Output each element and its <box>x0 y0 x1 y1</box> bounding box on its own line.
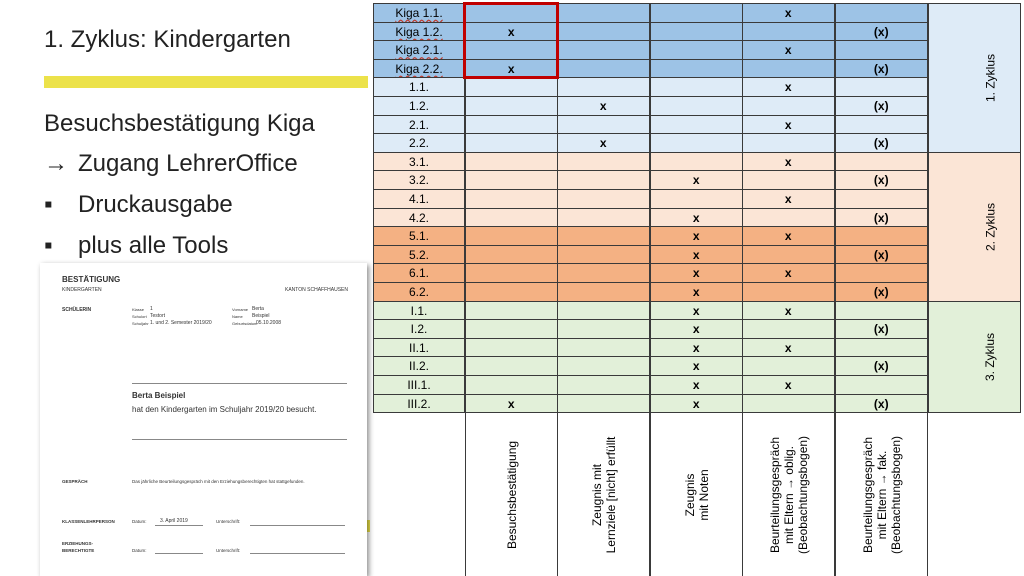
cell-mark: (x) <box>873 247 889 262</box>
signature-line <box>250 525 345 526</box>
grid-row-label <box>373 338 465 358</box>
grid-cell <box>835 394 928 414</box>
cell-mark: x <box>692 285 700 299</box>
grid-cell <box>742 22 835 42</box>
grid-cell <box>465 245 558 265</box>
doc-field-label: Geburtsdatum <box>232 321 258 326</box>
grid-cell <box>650 338 743 358</box>
row-label-text: 1.2. <box>408 99 429 113</box>
cell-mark: x <box>784 154 792 169</box>
bullet-text: plus alle Tools <box>78 232 229 259</box>
grid-row-label <box>373 170 465 190</box>
grid-cell <box>835 356 928 376</box>
grid-cell <box>650 3 743 23</box>
row-label-text: 5.1. <box>408 229 429 244</box>
grid-cell <box>465 282 558 302</box>
grid-cell <box>835 22 928 42</box>
grid-cell <box>742 59 835 79</box>
grid-cell <box>742 245 835 265</box>
grid-cell <box>557 40 650 60</box>
grid-cell <box>742 338 835 358</box>
cell-mark: x <box>784 303 792 318</box>
doc-field-value: Berta <box>252 306 264 312</box>
grid-row-label <box>373 96 465 116</box>
grid-cell <box>742 319 835 339</box>
grid-cell <box>465 133 558 153</box>
grid-cell <box>465 96 558 116</box>
column-header-text: Beurteilungsgespräch mit Eltern → fak. (Beobachtungsbogen) <box>861 436 904 555</box>
grid-cell <box>465 375 558 395</box>
doc-field-value: Testort <box>150 313 166 319</box>
row-label-text: 1.1. <box>408 80 429 95</box>
grid-cell <box>557 394 650 414</box>
doc-field-value: 05.10.2008 <box>256 320 282 326</box>
cell-mark: x <box>784 229 792 244</box>
grid-cell <box>742 115 835 135</box>
cell-mark: x <box>692 247 700 262</box>
grid-cell <box>835 319 928 339</box>
cell-mark: x <box>784 6 792 20</box>
row-label-text: Kiga 1.2. <box>395 24 443 39</box>
grid-cell <box>465 77 558 97</box>
doc-field-label: Klasse <box>132 307 145 312</box>
grid-cell <box>835 115 928 135</box>
grid-cell <box>557 208 650 228</box>
grid-cell <box>650 394 743 414</box>
grid-cell <box>465 208 558 228</box>
row-label-text: 4.2. <box>408 210 429 225</box>
grid-cell <box>742 394 835 414</box>
cell-mark: (x) <box>873 359 889 374</box>
grid-cell <box>465 319 558 339</box>
grid-cell <box>835 77 928 97</box>
doc-section-student: SCHÜLERIN <box>62 307 92 313</box>
row-label-text: 3.2. <box>408 173 429 188</box>
grid-cell <box>742 208 835 228</box>
grid-cell <box>742 3 835 23</box>
doc-statement: hat den Kindergarten im Schuljahr 2019/20 besucht. <box>132 405 317 414</box>
row-label-text: II.1. <box>408 340 429 355</box>
doc-field-value: 1. und 2. Semester 2019/20 <box>150 320 212 326</box>
grid-cell <box>742 263 835 283</box>
doc-subtitle: KINDERGARTEN <box>62 287 102 293</box>
cell-mark: (x) <box>873 99 889 113</box>
cell-mark: (x) <box>873 396 889 411</box>
row-label-text: Kiga 2.1. <box>395 43 443 58</box>
grid-cell <box>557 189 650 209</box>
row-label-text: Kiga 2.2. <box>395 61 443 76</box>
grid-cell <box>650 40 743 60</box>
square-bullet-icon: ▪ <box>44 191 53 218</box>
confirmation-document <box>40 263 367 576</box>
divider <box>132 439 347 440</box>
grid-cell <box>557 22 650 42</box>
cell-mark: x <box>692 322 700 337</box>
column-header <box>465 412 558 576</box>
cell-mark: x <box>784 340 792 355</box>
grid-cell <box>557 96 650 116</box>
grid-cell <box>650 226 743 246</box>
doc-field-label: Schulort <box>132 314 147 319</box>
grid-cell <box>650 319 743 339</box>
grid-row-label <box>373 77 465 97</box>
grid-cell <box>650 301 743 321</box>
column-header-text: Zeugnis mit Noten <box>683 469 712 521</box>
bullet-lehreroffice <box>44 150 298 178</box>
grid-cell <box>650 170 743 190</box>
grid-cell <box>835 3 928 23</box>
bullet-tools <box>44 232 228 260</box>
grid-cell <box>835 96 928 116</box>
grid-cell <box>742 152 835 172</box>
grid-cell <box>835 152 928 172</box>
grid-row-label <box>373 319 465 339</box>
grid-cell <box>557 245 650 265</box>
grid-cell <box>465 115 558 135</box>
cell-mark: x <box>784 266 792 281</box>
grid-row-label <box>373 245 465 265</box>
doc-teacher-label: KLASSENLEHRPERSON <box>62 519 115 524</box>
grid-row-label <box>373 282 465 302</box>
row-label-text: 2.2. <box>408 136 429 151</box>
grid-cell <box>835 208 928 228</box>
grid-cell <box>465 394 558 414</box>
grid-cell <box>557 152 650 172</box>
grid-cell <box>835 189 928 209</box>
grid-cell <box>465 226 558 246</box>
cycle-label: 3. Zyklus <box>982 333 997 382</box>
grid-cell <box>835 282 928 302</box>
doc-field-label: Vorname <box>232 307 249 312</box>
grid-row-label <box>373 40 465 60</box>
grid-cell <box>742 189 835 209</box>
grid-cell <box>650 152 743 172</box>
square-bullet-icon: ▪ <box>44 232 53 259</box>
arrow-icon: → <box>44 150 68 177</box>
grid-cell <box>557 133 650 153</box>
cycle-cell <box>928 152 1021 302</box>
grid-cell <box>557 375 650 395</box>
grid-cell <box>557 319 650 339</box>
highlight-box <box>463 2 559 79</box>
cycle-label: 1. Zyklus <box>983 54 998 103</box>
grid-cell <box>465 263 558 283</box>
row-label-text: I.1. <box>410 303 428 318</box>
doc-signature-label: Unterschrift: <box>216 519 241 524</box>
grid-cell <box>557 282 650 302</box>
cell-mark: x <box>692 229 700 244</box>
cell-mark: x <box>507 24 515 39</box>
cell-mark: (x) <box>873 210 889 225</box>
doc-guardian-label: ERZIEHUNGS- <box>62 541 94 546</box>
grid-cell <box>742 133 835 153</box>
date-line <box>155 525 203 526</box>
grid-cell <box>650 245 743 265</box>
row-label-text: Kiga 1.1. <box>395 6 443 20</box>
cycle-label: 2. Zyklus <box>983 203 998 252</box>
column-header <box>557 412 650 576</box>
doc-student-name: Berta Beispiel <box>132 391 186 400</box>
grid-cell <box>557 115 650 135</box>
column-header <box>650 412 743 576</box>
grid-row-label <box>373 59 465 79</box>
row-label-text: 4.1. <box>408 192 429 206</box>
grid-cell <box>650 375 743 395</box>
accent-bar <box>44 76 368 88</box>
grid-cell <box>650 133 743 153</box>
grid-cell <box>557 59 650 79</box>
cell-mark: x <box>692 340 700 355</box>
grid-cell <box>465 338 558 358</box>
grid-cell <box>557 338 650 358</box>
grid-cell <box>742 77 835 97</box>
grid-row-label <box>373 208 465 228</box>
cycle-cell <box>928 301 1021 414</box>
row-label-text: 5.2. <box>408 247 429 262</box>
grid-cell <box>465 189 558 209</box>
cell-mark: x <box>599 136 607 151</box>
cell-mark: (x) <box>873 136 889 151</box>
doc-date-value: 3. April 2019 <box>160 518 188 524</box>
grid-cell <box>742 96 835 116</box>
cell-mark: (x) <box>873 285 889 299</box>
grid-cell <box>650 77 743 97</box>
grid-cell <box>835 375 928 395</box>
grid-cell <box>835 170 928 190</box>
row-label-text: 3.1. <box>408 154 429 169</box>
row-label-text: I.2. <box>410 322 428 337</box>
grid-row-label <box>373 22 465 42</box>
cell-mark: x <box>507 61 515 76</box>
divider <box>132 383 347 384</box>
cell-mark: x <box>784 80 792 95</box>
doc-date-label: Datum: <box>132 548 147 553</box>
grid-cell <box>650 189 743 209</box>
grid-cell <box>650 282 743 302</box>
section-heading: Besuchsbestätigung Kiga <box>44 110 315 137</box>
grid-cell <box>835 263 928 283</box>
doc-field-label: Schuljahr <box>132 321 149 326</box>
doc-field-label: Name <box>232 314 243 319</box>
grid-cell <box>557 170 650 190</box>
cell-mark: x <box>692 173 700 188</box>
doc-talk-text: Das jährliche Beurteilungsgespräch mit den Erziehungsberechtigten hat stattgefunden. <box>132 479 305 484</box>
date-line <box>155 553 203 554</box>
assessment-grid <box>370 0 1020 576</box>
grid-cell <box>835 133 928 153</box>
grid-row-label <box>373 189 465 209</box>
grid-row-label <box>373 375 465 395</box>
grid-row-label <box>373 3 465 23</box>
column-header-text: Besuchsbestätigung <box>505 441 520 550</box>
cell-mark: x <box>692 303 700 318</box>
doc-canton: KANTON SCHAFFHAUSEN <box>285 287 348 293</box>
cell-mark: x <box>507 396 515 411</box>
cell-mark: x <box>784 378 792 392</box>
cell-mark: x <box>692 378 700 392</box>
grid-row-label <box>373 115 465 135</box>
column-header <box>835 412 928 576</box>
grid-cell <box>650 115 743 135</box>
row-label-text: III.2. <box>407 396 431 411</box>
grid-cell <box>650 263 743 283</box>
grid-cell <box>835 40 928 60</box>
grid-row-label <box>373 152 465 172</box>
grid-row-label <box>373 394 465 414</box>
grid-row-label <box>373 226 465 246</box>
grid-cell <box>465 152 558 172</box>
cell-mark: x <box>692 359 700 374</box>
grid-cell <box>742 301 835 321</box>
cell-mark: (x) <box>873 61 889 76</box>
grid-row-label <box>373 356 465 376</box>
doc-signature-label: Unterschrift: <box>216 548 241 553</box>
cell-mark: x <box>784 43 792 58</box>
doc-date-label: Datum: <box>132 519 147 524</box>
grid-cell <box>650 96 743 116</box>
grid-cell <box>465 170 558 190</box>
column-header <box>742 412 835 576</box>
row-label-text: II.2. <box>408 359 429 374</box>
grid-cell <box>557 263 650 283</box>
grid-cell <box>835 338 928 358</box>
grid-cell <box>742 40 835 60</box>
grid-cell <box>835 226 928 246</box>
grid-cell <box>650 208 743 228</box>
grid-cell <box>650 356 743 376</box>
doc-title: BESTÄTIGUNG <box>62 275 121 284</box>
grid-row-label <box>373 133 465 153</box>
row-label-text: 6.2. <box>408 285 429 299</box>
grid-cell <box>742 226 835 246</box>
grid-cell <box>557 356 650 376</box>
bullet-text: Druckausgabe <box>78 191 233 218</box>
doc-field-value: Beispiel <box>252 313 270 319</box>
doc-guardian-label: BERECHTIGTE <box>62 548 95 553</box>
cell-mark: x <box>692 396 700 411</box>
grid-row-label <box>373 301 465 321</box>
doc-field-value: 1 <box>150 306 153 312</box>
doc-talk-label: GESPRÄCH <box>62 479 88 484</box>
grid-cell <box>557 301 650 321</box>
row-label-text: 6.1. <box>408 266 429 281</box>
grid-row-label <box>373 263 465 283</box>
slide-title: 1. Zyklus: Kindergarten <box>44 26 291 53</box>
cell-mark: x <box>784 117 792 132</box>
cycle-cell <box>928 3 1021 153</box>
cell-mark: x <box>599 99 607 113</box>
column-header-text: Beurteilungsgespräch mit Eltern → oblig. (Beobachtungsbogen) <box>768 436 811 555</box>
grid-cell <box>742 356 835 376</box>
grid-cell <box>835 301 928 321</box>
grid-cell <box>742 282 835 302</box>
cell-mark: x <box>784 192 792 206</box>
grid-cell <box>835 59 928 79</box>
bullet-text: Zugang LehrerOffice <box>78 150 298 177</box>
cell-mark: x <box>692 210 700 225</box>
cell-mark: (x) <box>873 322 889 337</box>
row-label-text: 2.1. <box>408 117 429 132</box>
signature-line <box>250 553 345 554</box>
cell-mark: (x) <box>873 173 889 188</box>
grid-cell <box>650 22 743 42</box>
grid-cell <box>650 59 743 79</box>
grid-cell <box>835 245 928 265</box>
cell-mark: (x) <box>873 24 889 39</box>
cell-mark: x <box>692 266 700 281</box>
grid-cell <box>465 356 558 376</box>
grid-cell <box>557 3 650 23</box>
bullet-druckausgabe <box>44 191 233 219</box>
grid-cell <box>557 77 650 97</box>
grid-cell <box>557 226 650 246</box>
grid-cell <box>742 375 835 395</box>
column-header-text: Zeugnis mit Lernziele [nicht] erfüllt <box>590 436 619 554</box>
grid-cell <box>465 301 558 321</box>
grid-cell <box>742 170 835 190</box>
row-label-text: III.1. <box>407 378 431 392</box>
